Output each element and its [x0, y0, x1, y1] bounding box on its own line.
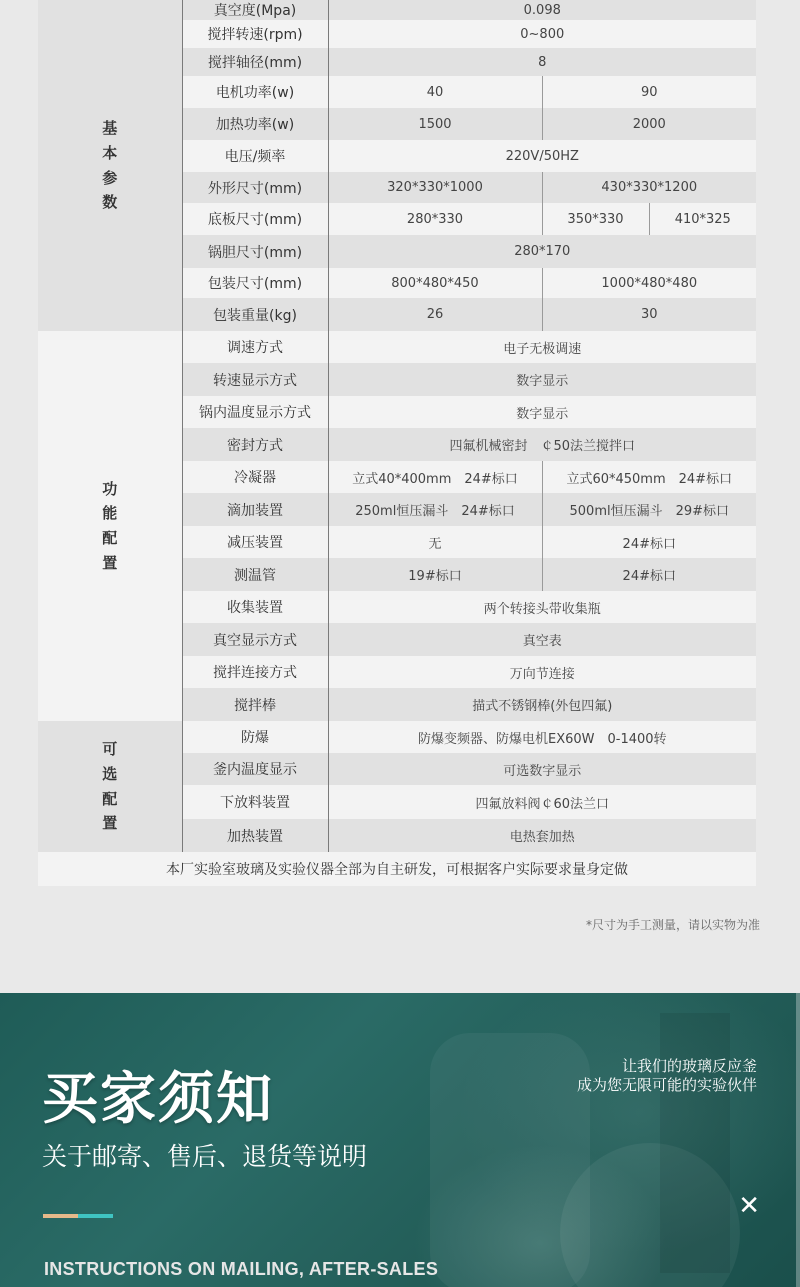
row-value: 280*170 [328, 235, 756, 268]
row-label: 电机功率(w) [182, 76, 328, 108]
section-char: 基 [102, 119, 118, 137]
row-value: 真空表 [328, 623, 756, 656]
measurement-note: *尺寸为手工测量，请以实物为准 [585, 918, 760, 932]
row-value: 描式不锈钢棒(外包四氟) [328, 688, 756, 721]
row-label: 搅拌轴径(mm) [182, 48, 328, 76]
section-char: 能 [102, 504, 118, 523]
row-value: 800*480*450 [328, 268, 542, 298]
row-value: 四氟机械密封 ￠50法兰搅拌口 [328, 428, 756, 461]
section-char: 配 [102, 789, 118, 808]
row-value: 30 [542, 298, 756, 331]
row-value: 8 [328, 48, 756, 76]
row-value: 24#标口 [542, 526, 756, 558]
section-char: 选 [102, 764, 118, 783]
row-value: 0~800 [328, 20, 756, 48]
section-char: 配 [102, 529, 118, 547]
row-value: 220V/50HZ [328, 140, 756, 172]
background-shape [660, 1013, 730, 1273]
row-value: 数字显示 [328, 363, 756, 396]
row-value: 250ml恒压漏斗 24#标口 [328, 493, 542, 526]
table-footnote: 本厂实验室玻璃及实验仪器全部为自主研发，可根据客户实际要求量身定做 [38, 852, 756, 886]
row-label: 防爆 [182, 721, 328, 753]
row-value: 电子无极调速 [328, 331, 756, 363]
row-value: 电热套加热 [328, 819, 756, 852]
section-function [38, 331, 182, 721]
section-char: 参 [102, 168, 118, 187]
row-label: 收集装置 [182, 591, 328, 623]
row-value: 500ml恒压漏斗 29#标口 [542, 493, 756, 526]
table-row [38, 721, 756, 753]
row-value: 350*330 [542, 203, 649, 235]
row-label: 底板尺寸(mm) [182, 203, 328, 235]
row-label: 滴加装置 [182, 493, 328, 526]
section-char: 可 [102, 740, 118, 758]
row-label: 外形尺寸(mm) [182, 172, 328, 203]
section-char: 本 [102, 143, 118, 162]
close-icon[interactable]: ✕ [738, 1191, 760, 1221]
row-value: 防爆变频器、防爆电机EX60W 0-1400转 [328, 721, 756, 753]
row-label: 电压/频率 [182, 140, 328, 172]
buyer-notice-banner [0, 993, 800, 1287]
row-value: 320*330*1000 [328, 172, 542, 203]
row-label: 搅拌连接方式 [182, 656, 328, 688]
table-footnote-row [38, 852, 756, 886]
section-basic [38, 0, 182, 331]
row-label: 搅拌转速(rpm) [182, 20, 328, 48]
row-label: 搅拌棒 [182, 688, 328, 721]
section-char: 置 [102, 553, 118, 572]
row-value: 0.098 [328, 0, 756, 20]
section-char: 功 [102, 479, 118, 498]
row-label: 调速方式 [182, 331, 328, 363]
row-value: 数字显示 [328, 396, 756, 428]
banner-edge [796, 993, 800, 1287]
row-label: 包装重量(kg) [182, 298, 328, 331]
row-label: 冷凝器 [182, 461, 328, 493]
slogan-line: 成为您无限可能的实验伙伴 [576, 1076, 757, 1094]
row-value: 430*330*1200 [542, 172, 756, 203]
row-label: 减压装置 [182, 526, 328, 558]
banner-slogan [577, 1057, 757, 1095]
row-label: 测温管 [182, 558, 328, 591]
row-label: 锅内温度显示方式 [182, 396, 328, 428]
row-label: 真空度(Mpa) [182, 0, 328, 20]
row-value: 2000 [542, 108, 756, 140]
accent-bar [78, 1214, 113, 1218]
row-value: 立式60*450mm 24#标口 [542, 461, 756, 493]
row-label: 釜内温度显示 [182, 753, 328, 785]
row-value: 无 [328, 526, 542, 558]
row-label: 真空显示方式 [182, 623, 328, 656]
row-value: 40 [328, 76, 542, 108]
banner-english-title: INSTRUCTIONS ON MAILING, AFTER-SALES [44, 1259, 439, 1279]
row-label: 密封方式 [182, 428, 328, 461]
row-label: 转速显示方式 [182, 363, 328, 396]
row-label: 下放料装置 [182, 785, 328, 819]
section-char: 数 [102, 193, 118, 212]
row-value: 四氟放料阀￠60法兰口 [328, 785, 756, 819]
row-label: 锅胆尺寸(mm) [182, 235, 328, 268]
row-value: 万向节连接 [328, 656, 756, 688]
row-label: 加热功率(w) [182, 108, 328, 140]
row-value: 26 [328, 298, 542, 331]
row-value: 24#标口 [542, 558, 756, 591]
accent-bar [43, 1214, 78, 1218]
row-value: 1500 [328, 108, 542, 140]
row-value: 两个转接头带收集瓶 [328, 591, 756, 623]
section-optional [38, 721, 182, 852]
slogan-line: 让我们的玻璃反应釜 [621, 1057, 757, 1075]
row-value: 立式40*400mm 24#标口 [328, 461, 542, 493]
section-char: 置 [102, 814, 118, 833]
row-value: 410*325 [649, 203, 756, 235]
row-label: 包装尺寸(mm) [182, 268, 328, 298]
row-value: 1000*480*480 [542, 268, 756, 298]
spec-table [38, 0, 756, 886]
row-value: 90 [542, 76, 756, 108]
banner-title: 买家须知 [42, 1067, 274, 1132]
row-value: 19#标口 [328, 558, 542, 591]
row-label: 加热装置 [182, 819, 328, 852]
row-value: 280*330 [328, 203, 542, 235]
table-row [38, 0, 756, 20]
table-row [38, 331, 756, 363]
banner-subtitle: 关于邮寄、售后、退货等说明 [42, 1142, 368, 1171]
row-value: 可选数字显示 [328, 753, 756, 785]
